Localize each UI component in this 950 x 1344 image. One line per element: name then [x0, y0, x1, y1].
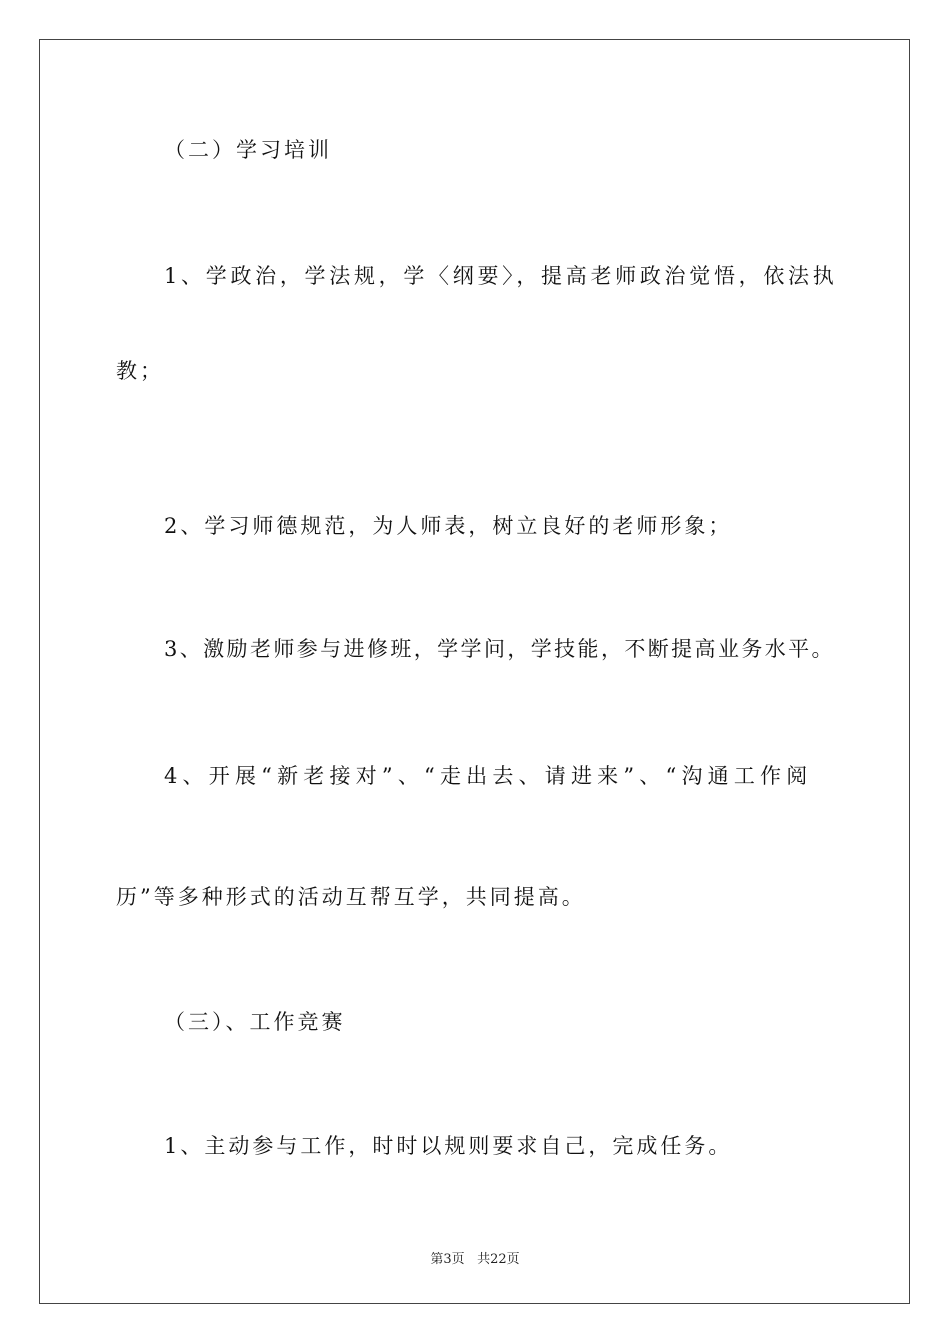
paragraph-line: 教； — [116, 359, 164, 383]
section-heading-competition: （三）、工作竞赛 — [164, 1010, 346, 1034]
page-footer — [0, 1248, 950, 1267]
section-heading-training: （二）学习培训 — [164, 138, 332, 162]
paragraph-line: 2、学习师德规范，为人师表，树立良好的老师形象； — [164, 514, 733, 538]
total-pages: 共22页 — [477, 1252, 520, 1267]
paragraph-line: 3、激励老师参与进修班，学学问，学技能，不断提高业务水平。 — [164, 637, 835, 661]
paragraph-line: 1、学政治，学法规，学〈纲要〉，提高老师政治觉悟，依法执 — [164, 264, 838, 288]
paragraph-line: 4、开展“新老接对”、“走出去、请进来”、“沟通工作阅 — [164, 764, 813, 788]
page-frame — [39, 39, 910, 1304]
paragraph-line: 1、主动参与工作，时时以规则要求自己，完成任务。 — [164, 1134, 733, 1158]
page-number: 第3页 — [430, 1252, 465, 1267]
paragraph-line: 历”等多种形式的活动互帮互学，共同提高。 — [116, 885, 586, 909]
